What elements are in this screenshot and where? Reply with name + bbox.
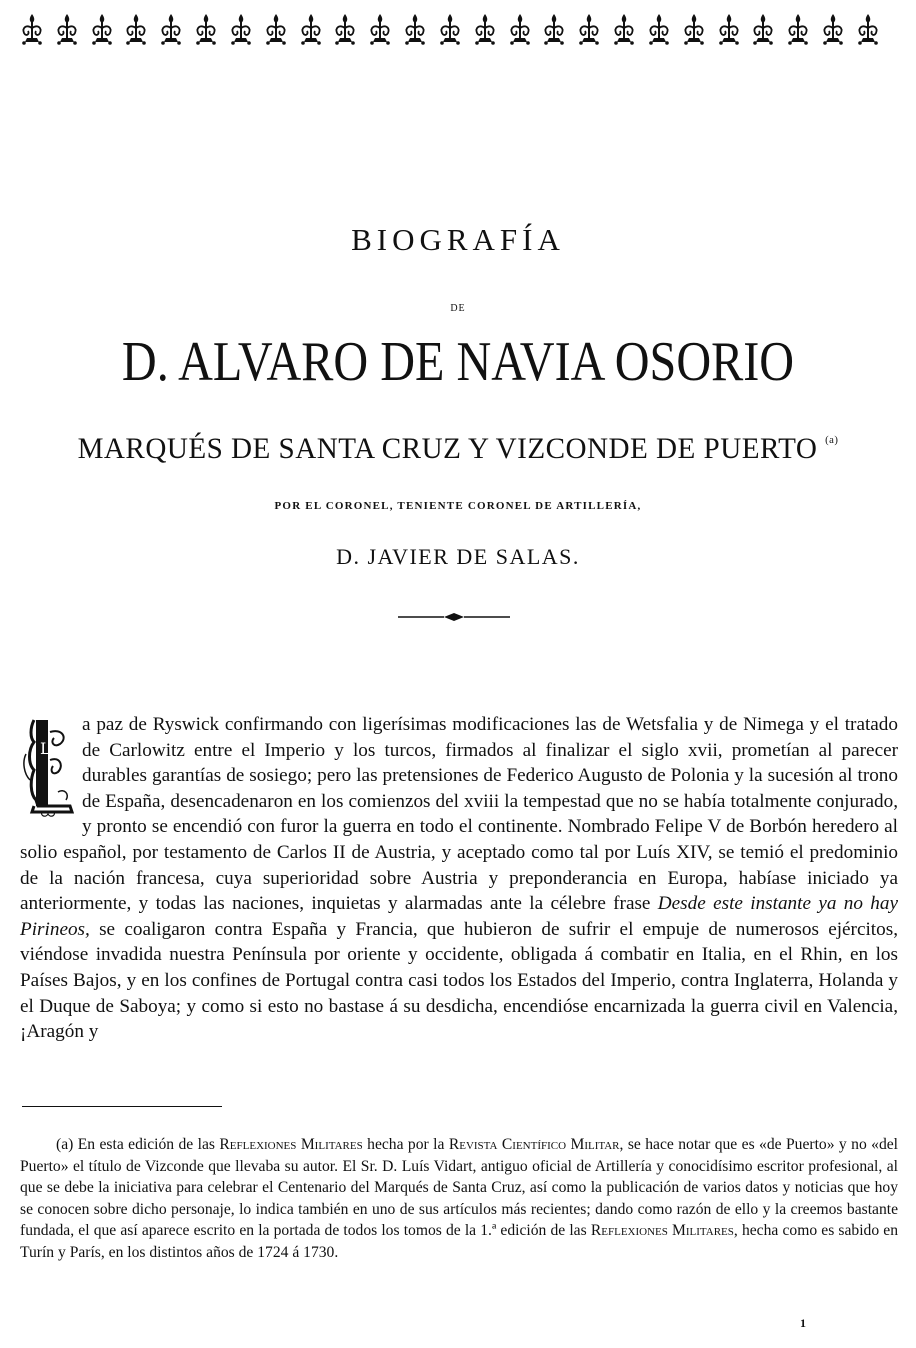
- fleuron-icon: [368, 12, 392, 48]
- fleuron-icon: [55, 12, 79, 48]
- fleuron-icon: [473, 12, 497, 48]
- dropcap-glyph: L: [40, 739, 51, 758]
- title-biografia: BIOGRAFÍA: [351, 222, 565, 257]
- fleuron-icon: [751, 12, 775, 48]
- fleuron-icon: [438, 12, 462, 48]
- fleuron-icon: [577, 12, 601, 48]
- fleuron-icon: [124, 12, 148, 48]
- footnote-marker: (a): [56, 1136, 74, 1153]
- fleuron-icon: [299, 12, 323, 48]
- fleuron-icon: [786, 12, 810, 48]
- fleuron-icon: [542, 12, 566, 48]
- divider-ornament: [398, 610, 510, 624]
- fleuron-icon: [90, 12, 114, 48]
- footnote: [20, 1134, 898, 1264]
- footnote-work-title-2: Reflexiones Militares,: [590, 1222, 738, 1240]
- header-ornament-row: [20, 12, 880, 48]
- fleuron-icon: [821, 12, 845, 48]
- title-footnote-marker: (a): [825, 434, 839, 446]
- title-subject-name: D. ALVARO DE NAVIA OSORIO: [121, 331, 795, 393]
- title-de: DE: [450, 303, 466, 314]
- footnote-text-4: hecha como es sabido en Turín y París, en los distintos años de 1724 á 1730.: [20, 1222, 899, 1261]
- body-paragraph: [20, 712, 898, 1045]
- footnote-text-1: En esta edición de las: [77, 1136, 215, 1153]
- fleuron-icon: [229, 12, 253, 48]
- fleuron-icon: [264, 12, 288, 48]
- fleuron-icon: [159, 12, 183, 48]
- body-text-2: se coaligaron contra España y Francia, que hubieron de sufrir el empuje de numerosos ejércitos, viéndose invadida nuestra Península por oriente y occidente, obligada á combatir en Italia, en el Rhin, en los Países Bajos, y en los confines de Portugal contra casi todos los Estados del Imperio, contra Inglaterra, Holanda y el Duque de Saboya; y como si esto no bastase á su desdicha, encendióse encarnizada la guerra civil en Valencia, ¡Aragón y: [20, 918, 898, 1043]
- fleuron-icon: [682, 12, 706, 48]
- fleuron-icon: [20, 12, 44, 48]
- title-subject-titles-text: MARQUÉS DE SANTA CRUZ Y VIZCONDE DE PUERTO: [77, 432, 818, 465]
- author-name: D. JAVIER DE SALAS.: [336, 544, 580, 569]
- fleuron-icon: [612, 12, 636, 48]
- footnote-work-title: Reflexiones Militares: [219, 1136, 363, 1153]
- footnote-journal-title: Revista Científico Militar,: [448, 1136, 624, 1153]
- dropcap-letter: [20, 714, 74, 818]
- fleuron-icon: [403, 12, 427, 48]
- fleuron-icon: [647, 12, 671, 48]
- footnote-text-3: se hace notar que es «de Puerto» y no «del Puerto» el título de Vizconde que llevaba su autor. El Sr. D. Luís Vidart, antiguo oficial de Artillería y conocidísimo escritor profesional, al que se debe la iniciativa para celebrar el Centenario del Marqués de Santa Cruz, así como la publicación de varios datos y noticias que hoy se conocen sobre dicho personaje, lo indica también en uno de sus artículos más recientes; dando como razón de ello y la creemos bastante fundada, el que así aparece escrito en la portada de todos los tomos de la 1.ª edición de las: [20, 1136, 899, 1240]
- fleuron-icon: [856, 12, 880, 48]
- fleuron-icon: [717, 12, 741, 48]
- title-subject-titles: [14, 432, 903, 466]
- fleuron-icon: [508, 12, 532, 48]
- body-text-1: a paz de Ryswick confirmando con ligerísimas modificaciones las de Wetsfalia y de Nimega y el tratado de Carlowitz entre el Imperio y los turcos, firmados al finalizar el siglo xvii, prometían al parecer durables garantías de sosiego; pero las pretensiones de Federico Augusto de Polonia y la sucesión al trono de España, desencadenaron en los comienzos del xviii la tempestad que no se había totalmente conjurado, y pronto se encendió con furor la guerra en todo el continente. Nombrado Felipe V de Borbón heredero al solio español, por testamento de Carlos II de Austria, y aceptado como tal por Luís XIV, se temió el predominio de la nación francesa, cuya superioridad sobre Austria y preponderancia en Europa, habíase iniciado ya anteriormente, y todas las naciones, inquietas y alarmadas ante la célebre frase: [20, 714, 898, 915]
- footnote-separator: [22, 1106, 222, 1107]
- footnote-text-2: hecha por la: [367, 1136, 445, 1153]
- author-rank-line: POR EL CORONEL, TENIENTE CORONEL DE ARTILLERÍA,: [274, 500, 642, 512]
- body-italic-quote: Desde este instante ya no hay Pirineos,: [20, 893, 899, 940]
- fleuron-icon: [194, 12, 218, 48]
- page-number: 1: [800, 1316, 806, 1330]
- fleuron-icon: [333, 12, 357, 48]
